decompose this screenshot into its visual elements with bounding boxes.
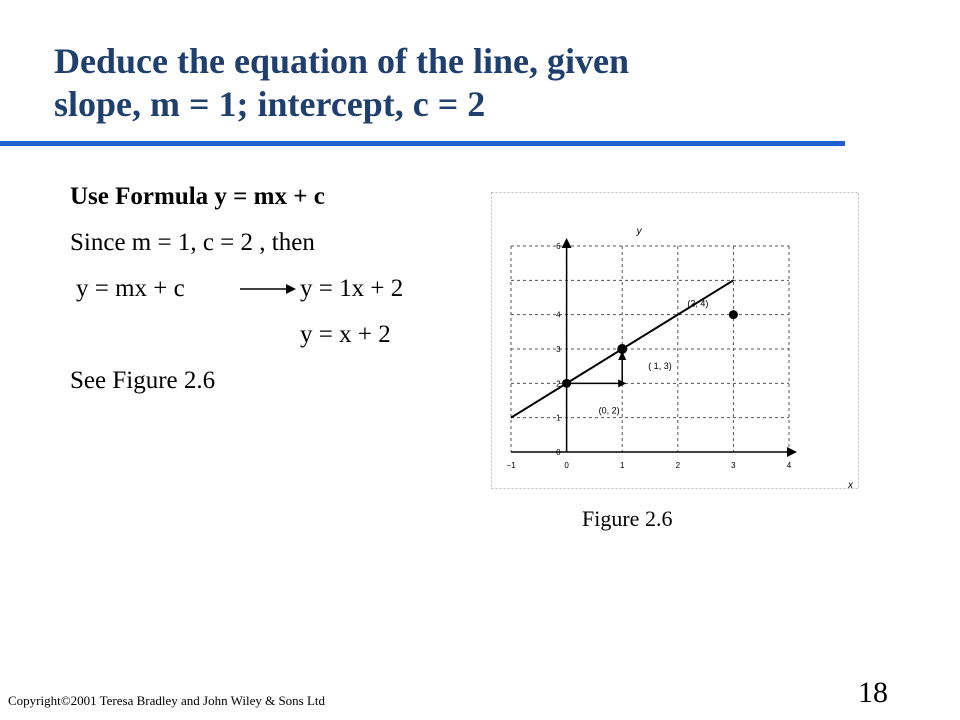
figure-caption: Figure 2.6 [582,506,673,531]
y-tick-label: 3 [556,345,561,354]
point-label: (2, 4) [687,298,709,309]
general-equation: y = mx + c [76,275,185,302]
x-tick-label: 1 [619,461,625,470]
since-line: Since m = 1, c = 2 , then [70,229,315,256]
data-point [617,344,627,354]
y-tick-label: 4 [556,310,561,320]
y-tick-label: 1 [556,413,561,423]
x-tick-label: 0 [564,461,569,470]
line-graph [491,192,859,489]
y-tick-label: 0 [556,448,561,457]
substituted-equation: y = 1x + 2 [300,275,404,302]
x-tick-label: 3 [731,461,736,470]
slide-title [54,40,854,126]
x-axis-label: x [848,480,853,489]
x-tick-label: 2 [675,461,681,470]
implies-arrow [240,282,296,296]
title-line-2: slope, m = 1; intercept, c = 2 [54,84,486,124]
y-tick-label: 6 [556,242,561,251]
point-label: ( 1, 3) [648,361,672,371]
data-point [562,379,571,388]
data-point [729,310,738,319]
point-label: (0, 2) [598,405,620,416]
copyright-footer: Copyright©2001 Teresa Bradley and John Wiley & Sons Ltd [8,693,326,708]
x-tick-label: −1 [506,461,516,470]
title-underline [0,141,845,146]
formula-line: Use Formula y = mx + c [70,183,325,210]
x-tick-label: 4 [786,461,792,470]
see-figure-line: See Figure 2.6 [70,367,216,394]
page-number: 18 [858,676,888,709]
simplified-equation: y = x + 2 [300,321,391,348]
y-axis-label: y [636,226,642,237]
title-line-1: Deduce the equation of the line, given [54,41,629,81]
graph-frame [492,193,859,489]
y-tick-label: 2 [556,379,561,389]
